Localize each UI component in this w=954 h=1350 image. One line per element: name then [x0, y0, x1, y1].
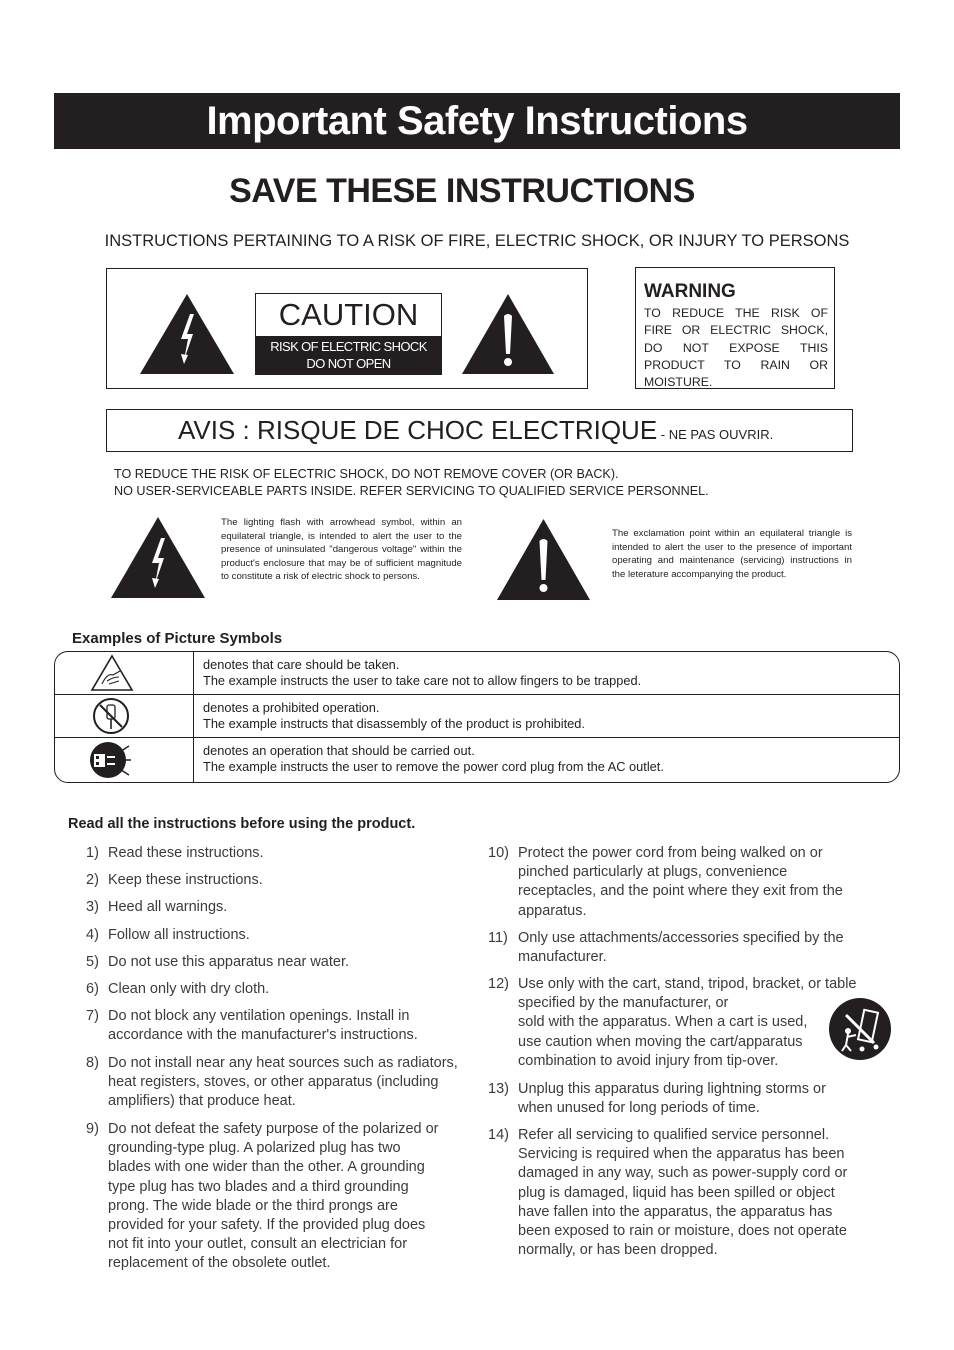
list-item [86, 1007, 471, 1045]
exclamation-triangle-icon [462, 294, 554, 374]
item-text-line: Heed all warnings. [108, 899, 228, 915]
item-text-line: Read these instructions. [108, 845, 264, 861]
list-item [488, 1126, 888, 1260]
item-number: 12) [488, 976, 509, 992]
item-number: 8) [86, 1055, 99, 1071]
reduce-line2: NO USER-SERVICEABLE PARTS INSIDE. REFER SERVICING TO QUALIFIED SERVICE PERSONNEL. [114, 484, 709, 498]
item-number: 14) [488, 1127, 509, 1143]
avis-main: AVIS : RISQUE DE CHOC ELECTRIQUE [178, 415, 658, 445]
list-item [203, 743, 664, 774]
symbol-meaning: denotes a prohibited operation. [203, 700, 380, 715]
item-number: 3) [86, 899, 99, 915]
symbol-example: The example instructs that disassembly of the product is prohibited. [203, 715, 585, 731]
item-text-line: pinched particularly at plugs, convenience [518, 864, 788, 881]
item-number: 6) [86, 981, 99, 997]
item-text-line: Follow all instructions. [108, 927, 250, 943]
symbol-example: The example instructs the user to take care not to allow fingers to be trapped. [203, 672, 642, 688]
list-item [86, 1120, 471, 1274]
item-text-line: when unused for long periods of time. [518, 1100, 760, 1117]
list-item [86, 898, 471, 917]
item-text-line: Do not block any ventilation openings. Install in [108, 1008, 410, 1024]
list-item [86, 1054, 471, 1112]
item-text-line: amplifiers) that produce heat. [108, 1093, 296, 1110]
page-title: Important Safety Instructions [206, 99, 748, 143]
list-item [488, 1080, 888, 1118]
warning-title: WARNING [644, 281, 736, 302]
unplug-icon [89, 740, 133, 780]
item-text-line: not fit into your outlet, consult an electrician for [108, 1236, 408, 1253]
item-number: 7) [86, 1008, 99, 1024]
item-text-line: normally, or has been dropped. [518, 1242, 718, 1259]
item-number: 13) [488, 1081, 509, 1097]
item-text-line: plug is damaged, liquid has been spilled or object [518, 1184, 835, 1201]
item-text-line: type plug has two blades and a third grounding [108, 1178, 409, 1195]
lightning-description: The lighting flash with arrowhead symbol, within an equilateral triangle, is intended to alert the user to the presence of uninsulated "dangerous voltage" within the product's enclosure that may be of sufficient magnitude to constitute a risk of electric shock to persons. [221, 517, 462, 583]
list-item [488, 929, 888, 967]
list-item [86, 953, 471, 972]
avis-small: - NE PAS OUVRIR. [657, 427, 774, 442]
cart-tipover-icon [828, 997, 892, 1061]
exclamation-description: The exclamation point within an equilateral triangle is intended to alert the user to the presence of important operating and maintenance (servicing) instructions in the leterature accompanying the product. [612, 528, 852, 580]
item-text-line: receptacles, and the point where they exit from the [518, 883, 843, 900]
examples-title: Examples of Picture Symbols [72, 630, 283, 647]
reduce-risk-text [114, 466, 709, 500]
caution-sub-label [256, 336, 441, 374]
caution-fingers-icon [89, 653, 135, 693]
item-text-line: accordance with the manufacturer's instructions. [108, 1027, 418, 1044]
caution-sub-line1: RISK OF ELECTRIC SHOCK [270, 339, 427, 354]
item-text-line: grounding-type plug. A polarized plug has two [108, 1140, 401, 1157]
item-text-line: been exposed to rain or moisture, does not operate [518, 1223, 847, 1239]
item-text-line: replacement of the obsolete outlet. [108, 1255, 331, 1272]
symbol-meaning: denotes an operation that should be carried out. [203, 743, 475, 758]
list-item [86, 871, 471, 890]
item-text-line: manufacturer. [518, 949, 607, 966]
item-text-line: Do not install near any heat sources such as radiators, [108, 1055, 458, 1071]
item-number: 2) [86, 872, 99, 888]
item-text-line: Only use attachments/accessories specified by the [518, 930, 844, 946]
item-text-line: blades with one wider than the other. A grounding [108, 1159, 425, 1176]
item-text-line: Do not use this apparatus near water. [108, 954, 350, 970]
avis-text [178, 413, 773, 452]
item-text-line: Unplug this apparatus during lightning storms or [518, 1081, 826, 1097]
item-number: 1) [86, 845, 99, 861]
item-text-line: use caution when moving the cart/apparatus [518, 1033, 803, 1050]
item-text-line: combination to avoid injury from tip-over. [518, 1052, 779, 1069]
caution-word: CAUTION [278, 297, 419, 332]
warning-text: TO REDUCE THE RISK OF FIRE OR ELECTRIC SHOCK, DO NOT EXPOSE THIS PRODUCT TO RAIN OR MOISTURE. [644, 306, 828, 390]
list-item [488, 844, 888, 921]
table-divider [54, 694, 900, 695]
item-number: 10) [488, 845, 509, 861]
table-divider [54, 737, 900, 738]
symbol-example: The example instructs the user to remove the power cord plug from the AC outlet. [203, 758, 664, 774]
item-text-line: Use only with the cart, stand, tripod, bracket, or table [518, 976, 857, 992]
reduce-line1: TO REDUCE THE RISK OF ELECTRIC SHOCK, DO NOT REMOVE COVER (OR BACK). [114, 467, 619, 481]
item-text-line: Clean only with dry cloth. [108, 981, 270, 997]
item-text-line: sold with the apparatus. When a cart is used, [518, 1014, 808, 1031]
exclamation-triangle-icon [497, 519, 590, 600]
item-text-line: Servicing is required when the apparatus has been [518, 1146, 845, 1163]
item-text-line: Protect the power cord from being walked on or [518, 845, 823, 861]
list-item [86, 980, 471, 999]
list-item [86, 926, 471, 945]
item-number: 4) [86, 927, 99, 943]
item-text-line: specified by the manufacturer, or [518, 995, 729, 1012]
list-item [86, 844, 471, 863]
item-text-line: Keep these instructions. [108, 872, 263, 888]
item-text-line: Refer all servicing to qualified service personnel. [518, 1127, 830, 1143]
item-number: 5) [86, 954, 99, 970]
pertaining-subtitle: INSTRUCTIONS PERTAINING TO A RISK OF FIRE, ELECTRIC SHOCK, OR INJURY TO PERSONS [104, 232, 850, 250]
item-text-line: Do not defeat the safety purpose of the polarized or [108, 1121, 439, 1137]
item-text-line: damaged in any way, such as power-supply cord or [518, 1165, 848, 1182]
list-item [203, 657, 641, 688]
no-disassembly-icon [91, 696, 131, 736]
item-text-line: heat registers, stoves, or other apparatus (including [108, 1074, 439, 1091]
save-heading: SAVE THESE INSTRUCTIONS [229, 172, 695, 210]
lightning-triangle-icon [140, 294, 234, 374]
item-text-line: prong. The wide blade or the third prongs are [108, 1197, 398, 1214]
table-column-divider [193, 652, 194, 782]
lightning-triangle-icon [111, 517, 205, 598]
item-number: 11) [488, 930, 508, 946]
item-text-line: apparatus. [518, 902, 587, 919]
symbol-meaning: denotes that care should be taken. [203, 657, 400, 672]
list-item [203, 700, 585, 731]
item-number: 9) [86, 1121, 99, 1137]
item-text-line: provided for your safety. If the provided plug does [108, 1217, 426, 1233]
instructions-heading: Read all the instructions before using the product. [68, 816, 416, 832]
caution-sub-line2: DO NOT OPEN [306, 356, 391, 371]
item-text-line: have fallen into the apparatus, the apparatus has [518, 1203, 833, 1220]
